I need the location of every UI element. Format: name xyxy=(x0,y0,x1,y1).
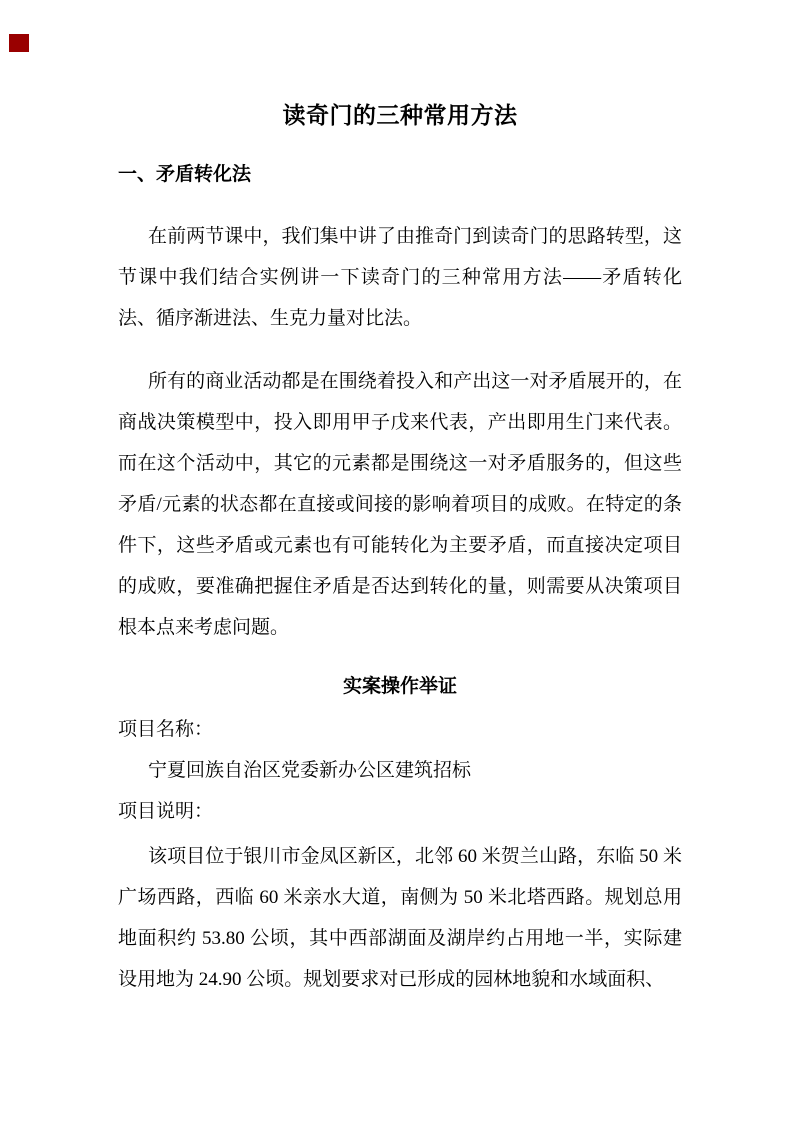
case-section-subtitle: 实案操作举证 xyxy=(342,676,457,697)
document-title: 读奇门的三种常用方法 xyxy=(282,103,518,128)
project-name-value: 宁夏回族自治区党委新办公区建筑招标 xyxy=(148,760,472,781)
document-content xyxy=(118,95,682,1000)
red-stamp-mark xyxy=(9,34,29,52)
paragraph-intro: 在前两节课中，我们集中讲了由推奇门到读奇门的思路转型，这节课中我们结合实例讲一下读奇门的三种常用方法——矛盾转化法、循序渐进法、生克力量对比法。 xyxy=(118,226,682,329)
project-description-label: 项目说明： xyxy=(118,801,214,822)
section-heading-contradiction-transform: 一、矛盾转化法 xyxy=(118,164,252,185)
project-name-label: 项目名称： xyxy=(118,719,214,740)
paragraph-business-contradiction: 所有的商业活动都是在围绕着投入和产出这一对矛盾展开的，在商战决策模型中，投入即用甲子戊来代表，产出即用生门来代表。而在这个活动中，其它的元素都是围绕这一对矛盾服务的，但这些矛盾/元素的状态都在直接或间接的影响着项目的成败。在特定的条件下，这些矛盾或元素也有可能转化为主要矛盾，而直接决定项目的成败，要准确把握住矛盾是否达到转化的量，则需要从决策项目根本点来考虑问题。 xyxy=(118,371,682,638)
paragraph-project-description: 该项目位于银川市金凤区新区，北邻 60 米贺兰山路，东临 50 米广场西路，西临 60 米亲水大道，南侧为 50 米北塔西路。规划总用地面积约 53.80 公顷，其中西部湖面及湖岸约占用地一半，实际建设用地为 24.90 公顷。规划要求对已形成的园林地貌和水域面积、 xyxy=(118,846,682,990)
